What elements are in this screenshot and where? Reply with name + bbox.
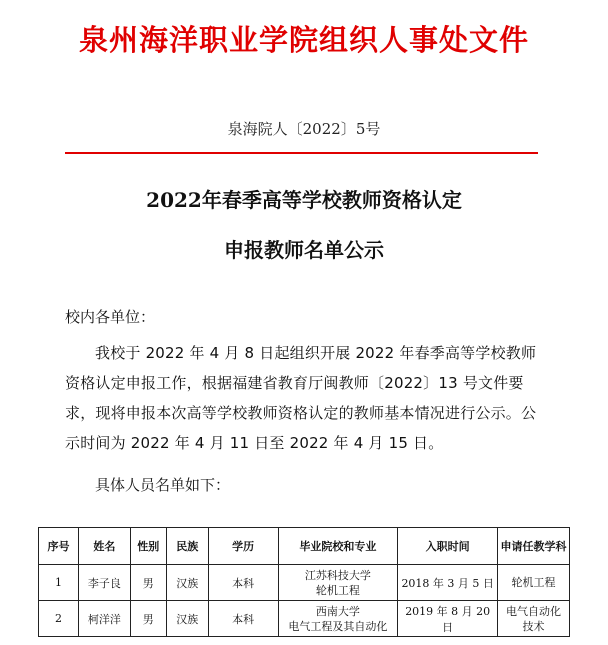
row-ethnicity: 汉族 [166, 601, 208, 637]
row-school [278, 565, 398, 601]
row-name: 柯洋洋 [78, 601, 130, 637]
header-cell: 序号 [39, 528, 79, 565]
school-major: 电气工程及其自动化 [288, 619, 388, 633]
school-major: 轮机工程 [315, 583, 360, 597]
row-school [278, 601, 398, 637]
row-name: 李子良 [78, 565, 130, 601]
row-gender: 男 [130, 565, 166, 601]
header-cell: 性别 [130, 528, 166, 565]
subject-line: 轮机工程 [511, 576, 556, 589]
row-index: 2 [39, 601, 79, 637]
row-gender: 男 [130, 601, 166, 637]
table-row [39, 601, 570, 637]
subject-line: 技术 [522, 619, 545, 633]
staff-table [38, 527, 570, 637]
row-subject [498, 601, 570, 637]
header-cell: 民族 [166, 528, 208, 565]
header-cell: 入职时间 [398, 528, 498, 565]
row-subject [498, 565, 570, 601]
header-cell: 姓名 [78, 528, 130, 565]
org-header-title: 泉州海洋职业学院组织人事处文件 [78, 23, 529, 57]
header-cell: 毕业院校和专业 [278, 528, 398, 565]
row-ethnicity: 汉族 [166, 565, 208, 601]
row-index: 1 [39, 565, 79, 601]
list-intro: 具体人员名单如下： [95, 476, 231, 494]
row-hire-date: 2019 年 8 月 20 日 [398, 601, 498, 637]
table-header-row [39, 528, 570, 565]
document-title-line2: 申报教师名单公示 [224, 238, 384, 262]
table-row [39, 565, 570, 601]
greeting: 校内各单位： [65, 308, 156, 326]
red-divider [65, 152, 538, 154]
row-education: 本科 [208, 601, 278, 637]
school-name: 江苏科技大学 [304, 568, 371, 582]
header-cell: 学历 [208, 528, 278, 565]
row-education: 本科 [208, 565, 278, 601]
body-paragraph: 我校于 2022 年 4 月 8 日起组织开展 2022 年春季高等学校教师资格认定申报工作，根据福建省教育厅闽教师〔2022〕13 号文件要求，现将申报本次高等学校教师资格认定的教师基本情况进行公示。公示时间为 2022 年 4 月 11 日至 2022 年 4 月 15 日。 [65, 344, 537, 452]
document-title-line1: 2022年春季高等学校教师资格认定 [146, 188, 462, 212]
row-hire-date: 2018 年 3 月 5 日 [398, 565, 498, 601]
subject-line: 电气自动化 [506, 604, 562, 618]
school-name: 西南大学 [315, 604, 360, 618]
header-cell: 申请任教学科 [498, 528, 570, 565]
document-number: 泉海院人〔2022〕5号 [227, 120, 381, 138]
